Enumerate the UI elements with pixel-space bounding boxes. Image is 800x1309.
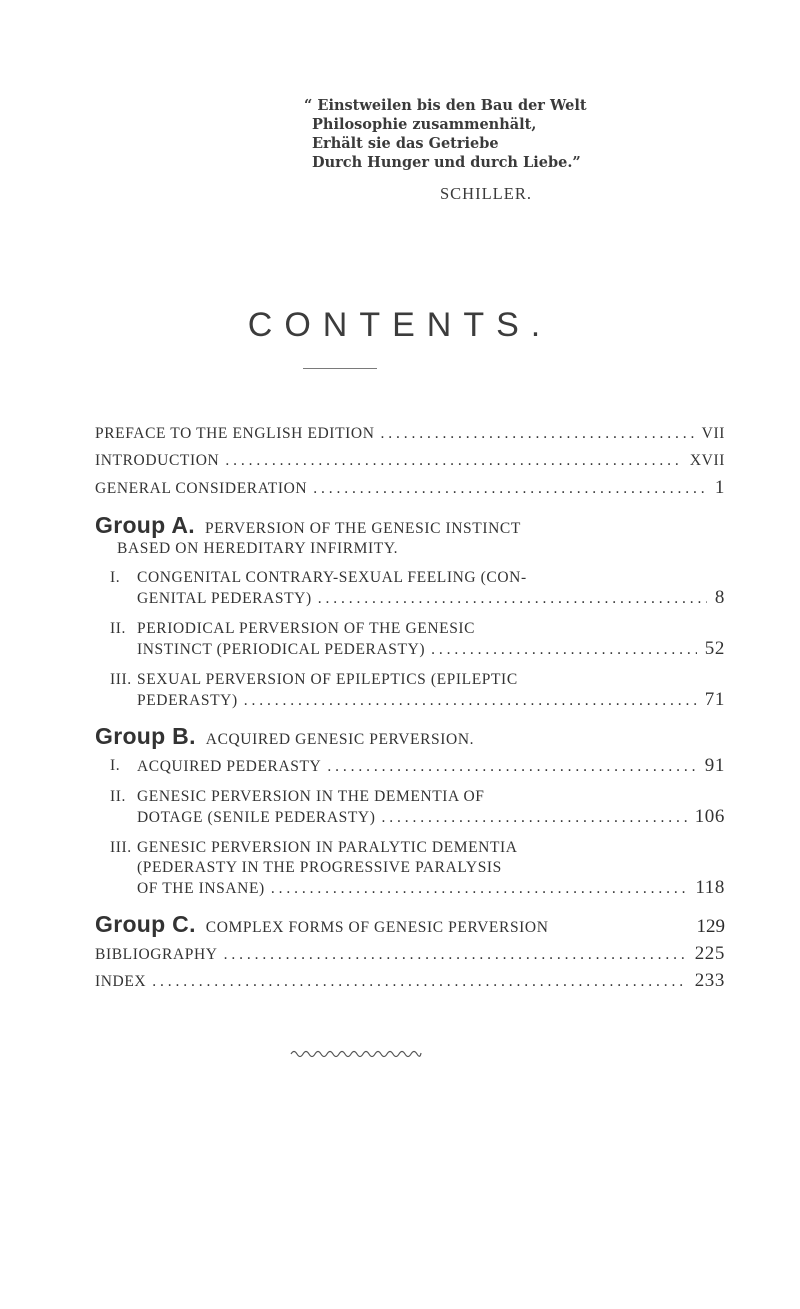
toc-entry-label: GENESIC PERVERSION IN THE DEMENTIA OF bbox=[137, 788, 485, 805]
ornamental-rule bbox=[290, 1048, 422, 1058]
group-b-label: Group B. bbox=[95, 723, 196, 749]
toc-entry-epileptic-pederasty[interactable] bbox=[95, 670, 725, 711]
toc-entry-general-consideration[interactable] bbox=[95, 478, 725, 499]
toc-entry-label-continued: INSTINCT (PERIODICAL PEDERASTY) bbox=[137, 641, 426, 658]
page-title: CONTENTS. bbox=[247, 306, 553, 344]
group-a-title-continued: BASED ON HEREDITARY INFIRMITY. bbox=[117, 540, 399, 557]
toc-entry-label-continued: OF THE INSANE) bbox=[137, 880, 265, 897]
toc-entry-acquired-pederasty[interactable] bbox=[95, 756, 725, 777]
toc-entry-label: INTRODUCTION bbox=[95, 452, 220, 469]
group-a-title: PERVERSION OF THE GENESIC INSTINCT bbox=[204, 520, 521, 537]
leader-dots bbox=[307, 479, 707, 499]
toc-entry-label: INDEX bbox=[95, 973, 147, 990]
epigraph bbox=[304, 96, 772, 204]
toc-entry-senile-pederasty[interactable] bbox=[95, 787, 725, 828]
chapter-number: I. bbox=[110, 757, 121, 774]
toc-entry-label: GENERAL CONSIDERATION bbox=[95, 480, 308, 497]
leader-dots bbox=[218, 945, 687, 965]
leader-dots bbox=[321, 757, 696, 777]
group-c-title: COMPLEX FORMS OF GENESIC PERVERSION bbox=[205, 919, 549, 936]
leader-dots bbox=[425, 640, 697, 660]
toc-entry-page: XVII bbox=[689, 452, 725, 469]
chapter-number: II. bbox=[110, 620, 126, 637]
toc-entry-page: 233 bbox=[694, 970, 725, 991]
toc-entry-label: ACQUIRED PEDERASTY bbox=[137, 758, 322, 775]
group-a-label: Group A. bbox=[95, 512, 195, 538]
toc-entry-page: VII bbox=[701, 425, 725, 442]
toc-entry-label: CONGENITAL CONTRARY-SEXUAL FEELING (CON- bbox=[137, 569, 527, 586]
leader-dots bbox=[146, 972, 686, 992]
title-divider bbox=[303, 368, 377, 369]
toc-entry-congenital-pederasty[interactable] bbox=[95, 568, 725, 609]
group-a-heading bbox=[95, 512, 725, 539]
toc-entry-label-continued: DOTAGE (SENILE PEDERASTY) bbox=[137, 809, 376, 826]
toc-entry-label: PERIODICAL PERVERSION OF THE GENESIC bbox=[137, 620, 476, 637]
toc-entry-periodical-pederasty[interactable] bbox=[95, 619, 725, 660]
group-c-heading[interactable] bbox=[95, 911, 725, 938]
toc-entry-page: 129 bbox=[696, 916, 725, 937]
table-of-contents bbox=[95, 424, 725, 992]
leader-dots bbox=[238, 691, 697, 711]
epigraph-line: Erhält sie das Getriebe bbox=[312, 135, 499, 152]
toc-entry-label-continued: GENITAL PEDERASTY) bbox=[137, 590, 312, 607]
toc-entry-preface[interactable] bbox=[95, 424, 725, 444]
leader-dots bbox=[376, 808, 687, 828]
toc-entry-label: SEXUAL PERVERSION OF EPILEPTICS (EPILEPTIC bbox=[137, 671, 518, 688]
epigraph-line: “ Einstweilen bis den Bau der Welt bbox=[304, 97, 587, 114]
toc-entry-page: 91 bbox=[704, 755, 725, 776]
leader-dots bbox=[265, 879, 688, 899]
epigraph-author: SCHILLER. bbox=[440, 184, 532, 203]
toc-entry-page: 225 bbox=[694, 943, 725, 964]
toc-entry-bibliography[interactable] bbox=[95, 944, 725, 965]
toc-entry-page: 8 bbox=[714, 587, 725, 608]
toc-entry-label: PREFACE TO THE ENGLISH EDITION bbox=[95, 425, 375, 442]
chapter-number: I. bbox=[110, 569, 121, 586]
toc-entry-label: BIBLIOGRAPHY bbox=[95, 946, 218, 963]
chapter-number: III. bbox=[110, 839, 132, 856]
group-c-label: Group C. bbox=[95, 911, 196, 937]
toc-entry-introduction[interactable] bbox=[95, 451, 725, 471]
toc-entry-label-continued: PEDERASTY) bbox=[137, 692, 238, 709]
toc-entry-index[interactable] bbox=[95, 971, 725, 992]
toc-entry-label-continued: (PEDERASTY IN THE PROGRESSIVE PARALYSIS bbox=[137, 859, 502, 876]
group-b-title: ACQUIRED GENESIC PERVERSION. bbox=[205, 731, 475, 748]
epigraph-line: Philosophie zusammenhält, bbox=[312, 116, 537, 133]
toc-entry-page: 52 bbox=[704, 638, 725, 659]
leader-dots bbox=[219, 451, 682, 471]
toc-entry-paralytic-dementia[interactable] bbox=[95, 838, 725, 899]
group-b-heading bbox=[95, 723, 725, 750]
toc-entry-label: GENESIC PERVERSION IN PARALYTIC DEMENTIA bbox=[137, 839, 518, 856]
chapter-number: II. bbox=[110, 788, 126, 805]
toc-entry-page: 1 bbox=[714, 477, 725, 498]
chapter-number: III. bbox=[110, 671, 132, 688]
toc-entry-page: 106 bbox=[694, 806, 725, 827]
leader-dots bbox=[375, 424, 694, 444]
epigraph-line: Durch Hunger und durch Liebe.” bbox=[312, 154, 581, 171]
toc-entry-page: 118 bbox=[695, 877, 725, 898]
toc-entry-page: 71 bbox=[704, 689, 725, 710]
leader-dots bbox=[312, 589, 707, 609]
